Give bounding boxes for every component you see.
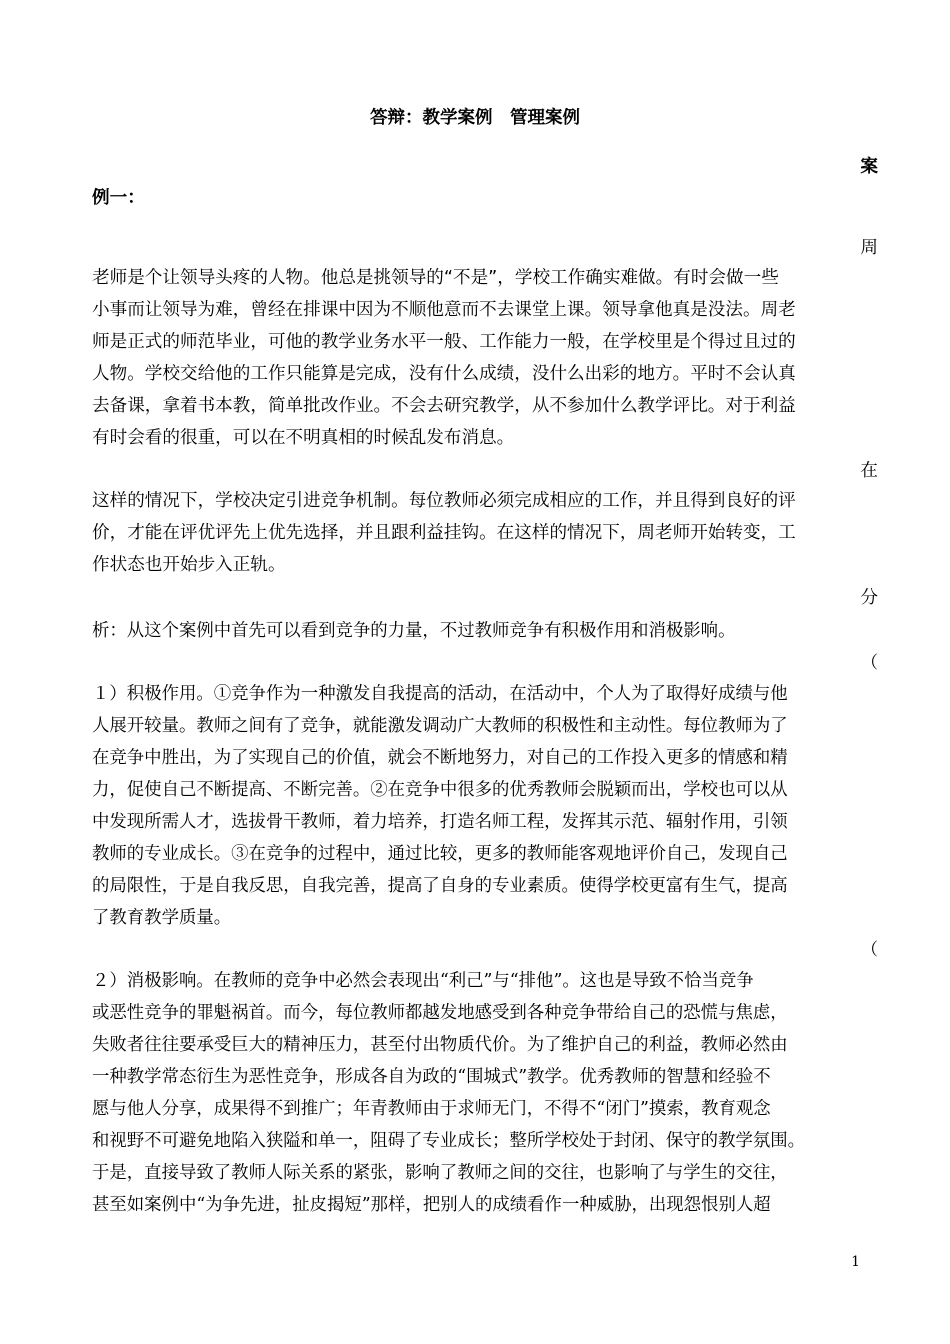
point2-line: 或恶性竞争的罪魁祸首。而今，每位教师都越发地感受到各种竞争带给自己的恐慌与焦虑， [92,1003,788,1023]
paragraph1-line: 老师是个让领导头疼的人物。他总是挑领导的“不是”，学校工作确实难做。有时会做一些 [92,268,779,288]
paragraph2-lead: 在 [860,461,878,481]
point1-paren: （ [861,653,878,673]
point2-line: 于是，直接导致了教师人际关系的紧张，影响了教师之间的交往，也影响了与学生的交往， [92,1163,788,1183]
paragraph2-line: 这样的情况下，学校决定引进竞争机制。每位教师必须完成相应的工作，并且得到良好的评 [92,491,796,511]
point2-line: 一种教学常态衍生为恶性竞争，形成各自为政的“围城式”教学。优秀教师的智慧和经验不 [92,1067,771,1087]
analysis-lead: 分 [860,588,878,608]
paragraph1-line: 小事而让领导为难，曾经在排课中因为不顺他意而不去课堂上课。领导拿他真是没法。周老 [92,300,796,320]
page-number: 1 [851,1254,860,1270]
paragraph1-line: 师是正式的师范毕业，可他的教学业务水平一般、工作能力一般，在学校里是个得过且过的 [92,332,796,352]
paragraph2-line: 价，才能在评优评先上优先选择，并且跟利益挂钩。在这样的情况下，周老师开始转变，工 [92,523,796,543]
case-label-char: 案 [860,157,878,177]
point1-line: 教师的专业成长。③在竞争的过程中，通过比较，更多的教师能客观地评价自己，发现自己 [92,844,788,864]
point2-line: 失败者往往要承受巨大的精神压力，甚至付出物质代价。为了维护自己的利益，教师必然由 [92,1035,788,1055]
paragraph2-line: 作状态也开始步入正轨。 [92,555,286,575]
paragraph1-line: 人物。学校交给他的工作只能算是完成，没有什么成绩，没什么出彩的地方。平时不会认真 [92,364,796,384]
point1-line: 力，促使自己不断提高、不断完善。②在竞争中很多的优秀教师会脱颖而出，学校也可以从 [92,780,788,800]
point1-line: 在竞争中胜出，为了实现自己的价值，就会不断地努力，对自己的工作投入更多的情感和精 [92,748,788,768]
point1-line: 的局限性，于是自我反思，自我完善，提高了自身的专业素质。使得学校更富有生气，提高 [92,876,788,896]
point2-line: 愿与他人分享，成果得不到推广；年青教师由于求师无门，不得不“闭门”摸索，教育观念 [92,1099,771,1119]
point2-paren: （ [861,940,878,960]
point2-line: 和视野不可避免地陷入狭隘和单一，阻碍了专业成长；整所学校处于封闭、保守的教学氛围。 [92,1131,806,1151]
case-label: 例一： [92,188,145,208]
page-title: 答辩：教学案例 管理案例 [370,108,580,128]
analysis-line: 析：从这个案例中首先可以看到竞争的力量，不过教师竞争有积极作用和消极影响。 [92,621,736,641]
point2-line: 甚至如案例中“为争先进，扯皮揭短”那样，把别人的成绩看作一种威胁，出现怨恨别人超 [92,1195,771,1215]
point1-line: 人展开较量。教师之间有了竞争，就能激发调动广大教师的积极性和主动性。每位教师为了 [92,716,788,736]
point1-line: １）积极作用。①竞争作为一种激发自我提高的活动，在活动中，个人为了取得好成绩与他 [92,684,788,704]
point1-line: 了教育教学质量。 [92,908,232,928]
paragraph1-line: 有时会看的很重，可以在不明真相的时候乱发布消息。 [92,428,515,448]
point2-line: ２）消极影响。在教师的竞争中必然会表现出“利己”与“排他”。这也是导致不恰当竞争 [92,971,754,991]
paragraph1-lead: 周 [860,238,878,258]
paragraph1-line: 去备课，拿着书本教，简单批改作业。不会去研究教学，从不参加什么教学评比。对于利益 [92,396,796,416]
point1-line: 中发现所需人才，选拔骨干教师，着力培养，打造名师工程，发挥其示范、辐射作用，引领 [92,812,788,832]
